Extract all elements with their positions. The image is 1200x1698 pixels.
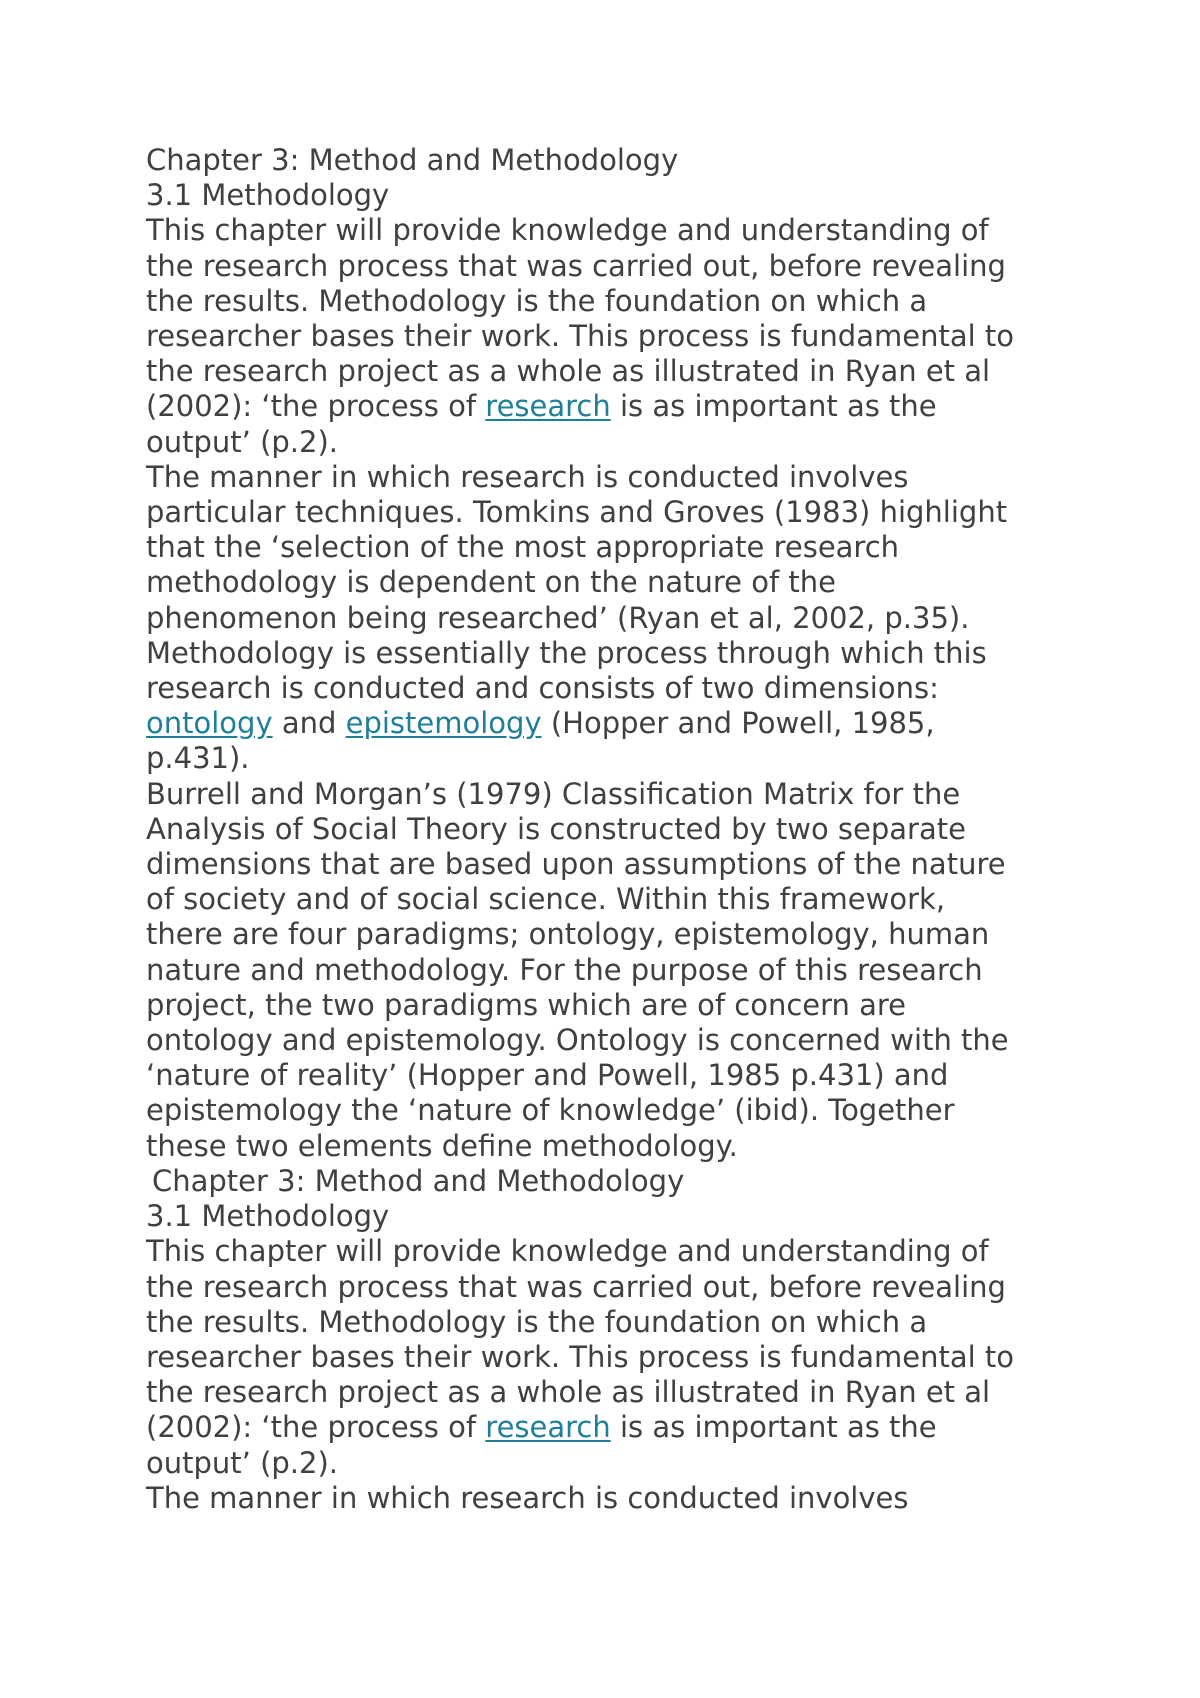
paragraph-line (146, 706, 1076, 741)
paragraph-line: that the ‘selection of the most appropriate research (146, 530, 900, 565)
paragraph-line: methodology is dependent on the nature of the (146, 565, 836, 600)
paragraph-line: ontology and epistemology. Ontology is concerned with the (146, 1023, 1009, 1058)
paragraph-line: researcher bases their work. This process is fundamental to (146, 1339, 1014, 1374)
paragraph-line: The manner in which research is conducted involves (146, 459, 909, 494)
research-link[interactable]: research (485, 389, 611, 424)
paragraph-line (146, 1410, 1076, 1445)
chapter-heading: Chapter 3: Method and Methodology (146, 143, 679, 177)
paragraph-line: This chapter will provide knowledge and understanding of (146, 1234, 989, 1269)
paragraph-line: these two elements define methodology. (146, 1128, 738, 1163)
paragraph-line: researcher bases their work. This process is fundamental to (146, 319, 1014, 354)
ontology-link[interactable]: ontology (146, 706, 273, 741)
paragraph-line: research is conducted and consists of two dimensions: (146, 671, 939, 706)
text-span: (Hopper and Powell, 1985, (541, 706, 935, 741)
epistemology-link[interactable]: epistemology (345, 706, 542, 741)
paragraph-line: This chapter will provide knowledge and understanding of (146, 213, 989, 248)
paragraph-line: the results. Methodology is the foundation on which a (146, 283, 928, 318)
paragraph-line: Analysis of Social Theory is constructed by two separate (146, 811, 966, 846)
section-subheading: 3.1 Methodology (146, 178, 390, 213)
text-span: is as important as the (610, 1410, 937, 1445)
paragraph-line: phenomenon being researched’ (Ryan et al, 2002, p.35). (146, 600, 970, 635)
paragraph-line: epistemology the ‘nature of knowledge’ (ibid). Together (146, 1093, 955, 1128)
paragraph-line: of society and of social science. Within this framework, (146, 882, 946, 917)
paragraph-line: the research process that was carried out, before revealing (146, 1269, 1006, 1304)
paragraph-line: ‘nature of reality’ (Hopper and Powell, 1985 p.431) and (146, 1058, 949, 1093)
paragraph-line: the results. Methodology is the foundation on which a (146, 1304, 928, 1339)
paragraph-line: Methodology is essentially the process through which this (146, 635, 987, 670)
paragraph-line (146, 389, 1076, 424)
paragraph-line: The manner in which research is conducted involves (146, 1480, 909, 1515)
research-link[interactable]: research (485, 1410, 611, 1445)
paragraph-line: the research project as a whole as illustrated in Ryan et al (146, 1375, 991, 1410)
paragraph-line: the research process that was carried out, before revealing (146, 248, 1006, 283)
text-span: and (272, 706, 346, 741)
section-subheading: 3.1 Methodology (146, 1199, 390, 1234)
paragraph-line: project, the two paradigms which are of concern are (146, 987, 907, 1022)
text-span: (2002): ‘the process of (146, 389, 486, 424)
text-span: is as important as the (610, 389, 937, 424)
paragraph-line: there are four paradigms; ontology, epistemology, human (146, 917, 990, 952)
paragraph-line: dimensions that are based upon assumptions of the nature (146, 847, 1006, 882)
paragraph-line: Burrell and Morgan’s (1979) Classification Matrix for the (146, 776, 961, 811)
text-span: (2002): ‘the process of (146, 1410, 486, 1445)
paragraph-line: p.431). (146, 741, 250, 776)
chapter-heading: Chapter 3: Method and Methodology (152, 1163, 685, 1198)
document-page (146, 143, 1076, 1516)
paragraph-line: output’ (p.2). (146, 424, 339, 459)
paragraph-line: the research project as a whole as illustrated in Ryan et al (146, 354, 991, 389)
paragraph-line: output’ (p.2). (146, 1445, 339, 1480)
paragraph-line: particular techniques. Tomkins and Groves (1983) highlight (146, 495, 1008, 530)
paragraph-line: nature and methodology. For the purpose of this research (146, 952, 983, 987)
